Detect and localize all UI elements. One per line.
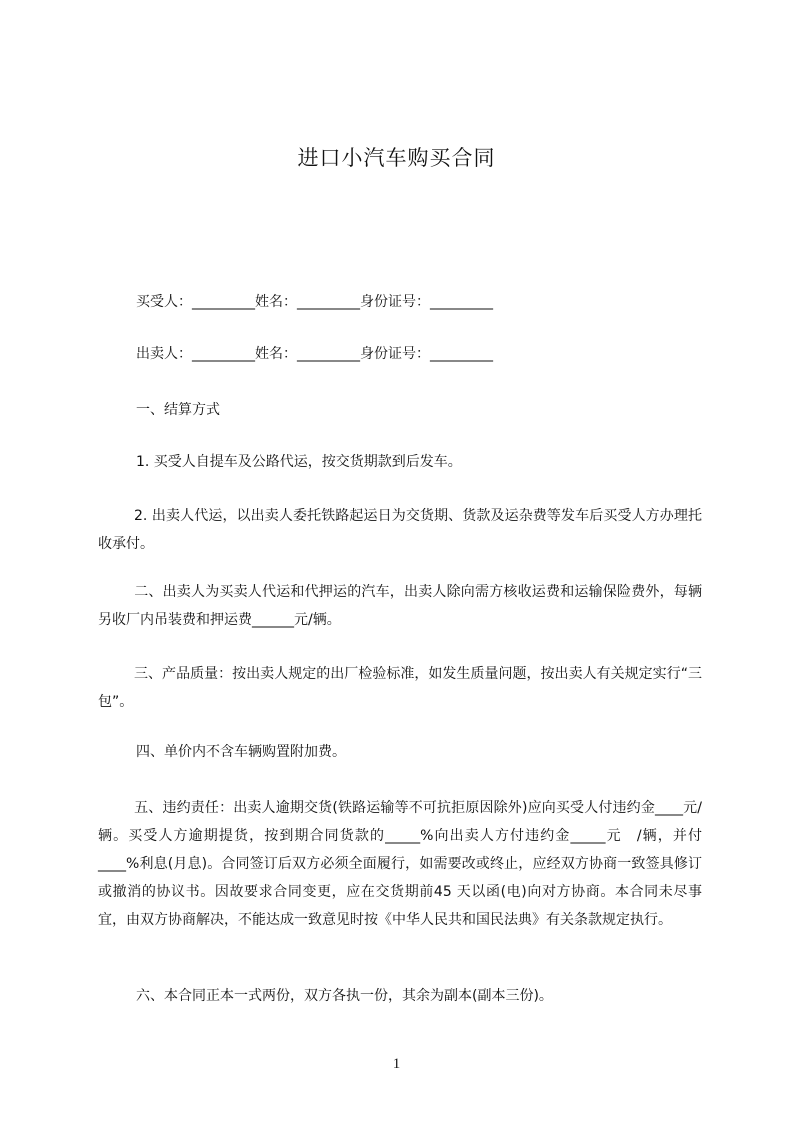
page-number: 1 [392,1056,401,1072]
section-6-paragraph: 六、本合同正本一式两份，双方各执一份，其余为副本(副本三份)。 [136,988,553,1004]
section-1-heading: 一、结算方式 [136,402,220,418]
section-4-paragraph: 四、单价内不含车辆购置附加费。 [136,744,346,760]
seller-info-line: 出卖人：_________姓名：_________身份证号：_________ [136,346,493,362]
section-1-item-1: 1. 买受人自提车及公路代运，按交货期款到后发车。 [136,454,462,470]
section-2-paragraph [98,578,702,634]
section-1-item-2 [98,502,702,558]
buyer-info-line: 买受人：_________姓名：_________身份证号：_________ [136,294,493,310]
section-1-item-2-text: 2. 出卖人代运，以出卖人委托铁路起运日为交货期、货款及运杂费等发车后买受人方办理托收承付。 [98,508,702,552]
section-3-paragraph [98,660,702,716]
section-5-paragraph [98,794,702,934]
document-title: 进口小汽车购买合同 [297,146,496,170]
section-3-text: 三、产品质量：按出卖人规定的出厂检验标准，如发生质量问题，按出卖人有关规定实行“三包”。 [98,666,702,710]
section-2-text: 二、出卖人为买卖人代运和代押运的汽车，出卖人除向需方核收运费和运输保险费外，每辆另收厂内吊装费和押运费______元/辆。 [98,584,702,628]
section-5-text: 五、违约责任：出卖人逾期交货(铁路运输等不可抗拒原因除外)应向买受人付违约金____元/辆。买受人方逾期提货，按到期合同货款的_____%向出卖人方付违约金_____元 /辆，并付____%利息(月息)。合同签订后双方必须全面履行，如需要改或终止，应经双方协商一致签具修订或撤消的协议书。因故要求合同变更，应在交货期前45 天以函(电)向对方协商。本合同未尽事宜，由双方协商解决，不能达成一致意见时按《中华人民共和国民法典》有关条款规定执行。 [98,800,702,928]
